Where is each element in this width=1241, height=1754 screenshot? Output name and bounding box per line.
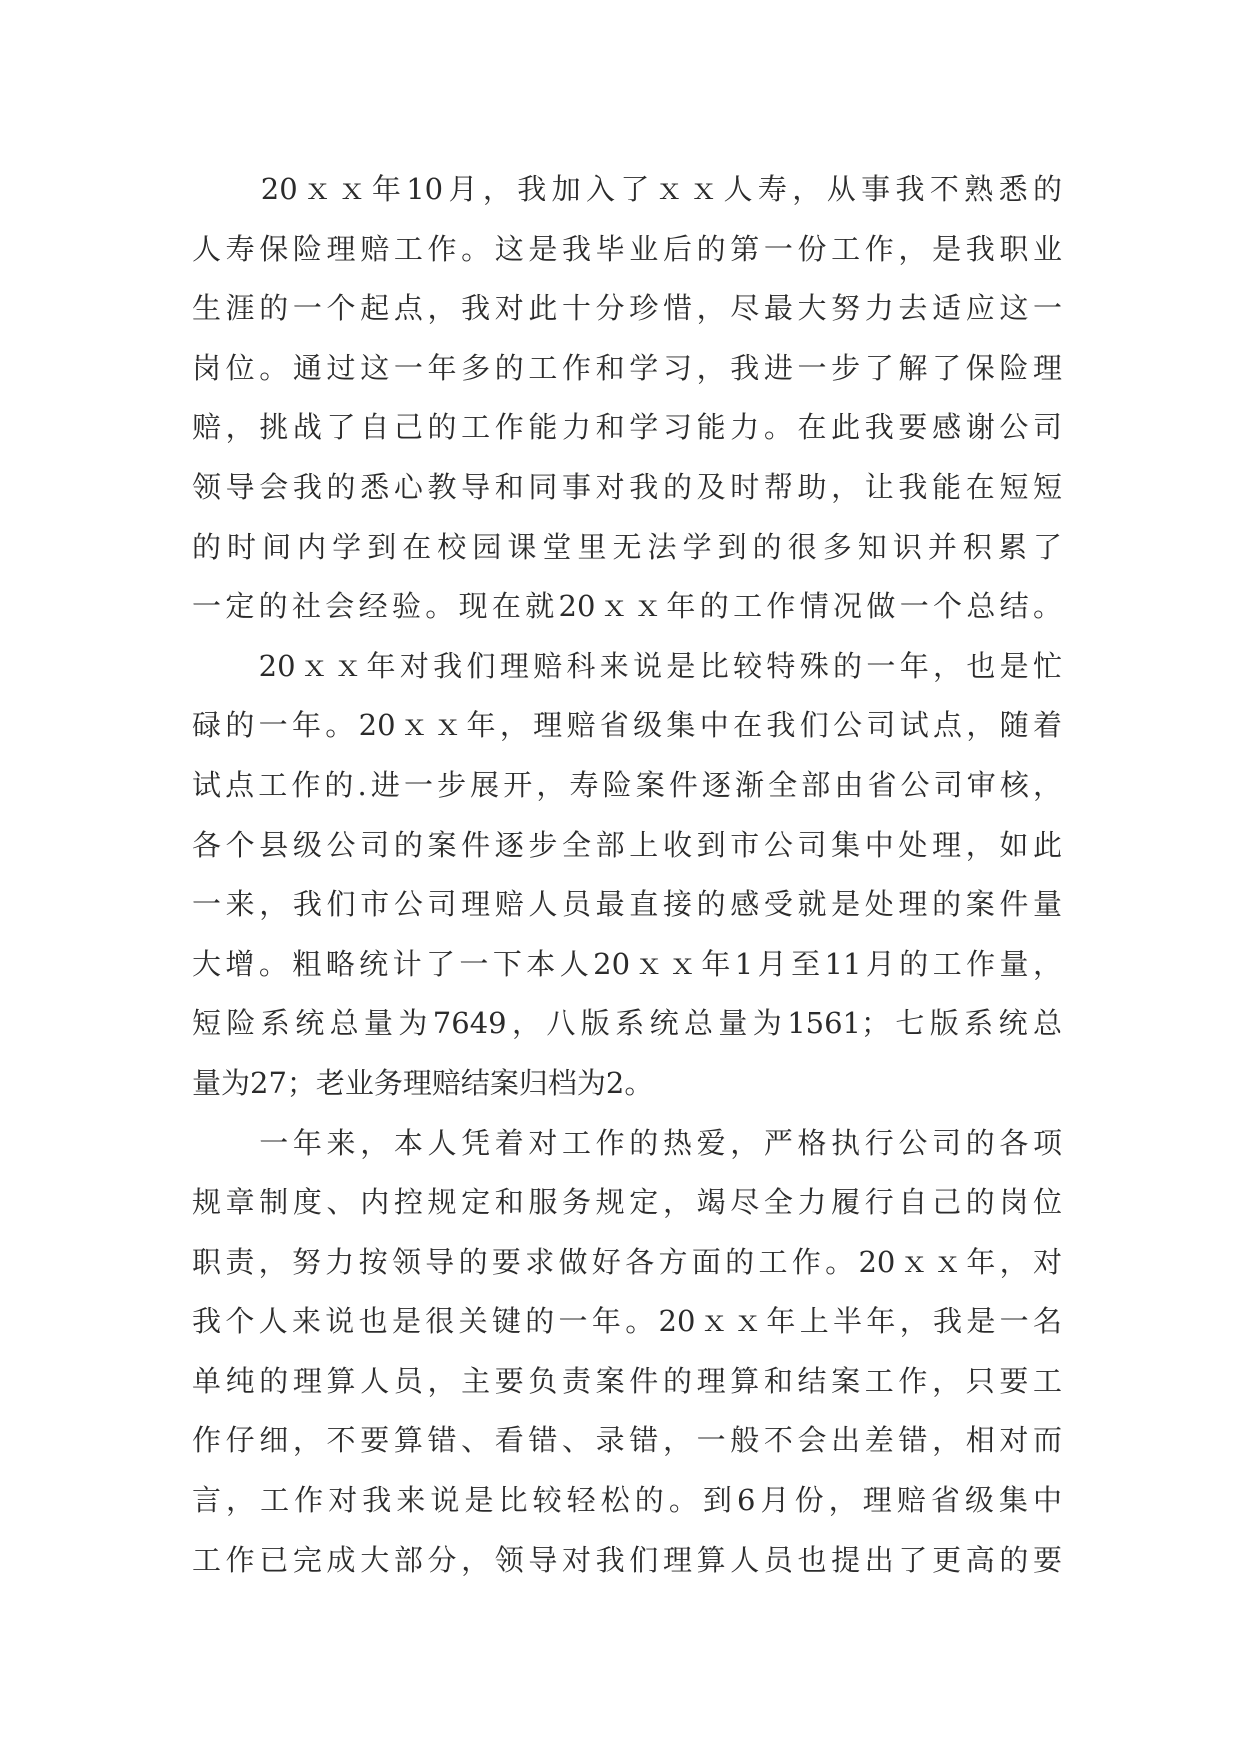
paragraph-line: 一年来，本人凭着对工作的热爱，严格执行公司的各项: [192, 1125, 1062, 1160]
paragraph-line: 人寿保险理赔工作。这是我毕业后的第一份工作，是我职业: [192, 231, 1062, 266]
paragraph-line: 大增。粗略统计了一下本人20ｘｘ年1月至11月的工作量，: [192, 946, 1062, 981]
paragraph-line: 20ｘｘ年10月，我加入了ｘｘ人寿，从事我不熟悉的: [192, 172, 1062, 206]
paragraph-line: 的时间内学到在校园课堂里无法学到的很多知识并积累了: [192, 529, 1062, 564]
paragraph-line: 规章制度、内控规定和服务规定，竭尽全力履行自己的岗位: [192, 1185, 1062, 1220]
paragraph-line: 试点工作的.进一步展开，寿险案件逐渐全部由省公司审核，: [192, 767, 1062, 802]
paragraph-line: 言，工作对我来说是比较轻松的。到6月份，理赔省级集中: [192, 1483, 1062, 1518]
paragraph-line: 岗位。通过这一年多的工作和学习，我进一步了解了保险理: [192, 350, 1062, 385]
paragraph-line: 作仔细，不要算错、看错、录错，一般不会出差错，相对而: [192, 1423, 1062, 1458]
paragraph-line: 一定的社会经验。现在就20ｘｘ年的工作情况做一个总结。: [192, 589, 1062, 624]
paragraph-2: [192, 637, 1062, 1114]
paragraph-line: 单纯的理算人员，主要负责案件的理算和结案工作，只要工: [192, 1363, 1062, 1398]
paragraph-1: [192, 160, 1062, 637]
paragraph-line: 我个人来说也是很关键的一年。20ｘｘ年上半年，我是一名: [192, 1304, 1062, 1339]
paragraph-line: 职责，努力按领导的要求做好各方面的工作。20ｘｘ年，对: [192, 1244, 1062, 1279]
paragraph-line: 量为27；老业务理赔结案归档为2。: [192, 1065, 654, 1100]
paragraph-line: 碌的一年。20ｘｘ年，理赔省级集中在我们公司试点，随着: [192, 708, 1062, 743]
paragraph-line: 一来，我们市公司理赔人员最直接的感受就是处理的案件量: [192, 887, 1062, 922]
paragraph-line: 赔，挑战了自己的工作能力和学习能力。在此我要感谢公司: [192, 410, 1062, 445]
paragraph-line: 领导会我的悉心教导和同事对我的及时帮助，让我能在短短: [192, 469, 1062, 504]
paragraph-line: 各个县级公司的案件逐步全部上收到市公司集中处理，如此: [192, 827, 1062, 862]
paragraph-line: 短险系统总量为7649，八版系统总量为1561；七版系统总: [192, 1006, 1062, 1041]
paragraph-line: 生涯的一个起点，我对此十分珍惜，尽最大努力去适应这一: [192, 291, 1062, 326]
document-body: [192, 160, 1062, 1590]
paragraph-line: 工作已完成大部分，领导对我们理算人员也提出了更高的要: [192, 1542, 1062, 1577]
paragraph-line: 20ｘｘ年对我们理赔科来说是比较特殊的一年，也是忙: [192, 648, 1062, 683]
paragraph-3: [192, 1114, 1062, 1591]
